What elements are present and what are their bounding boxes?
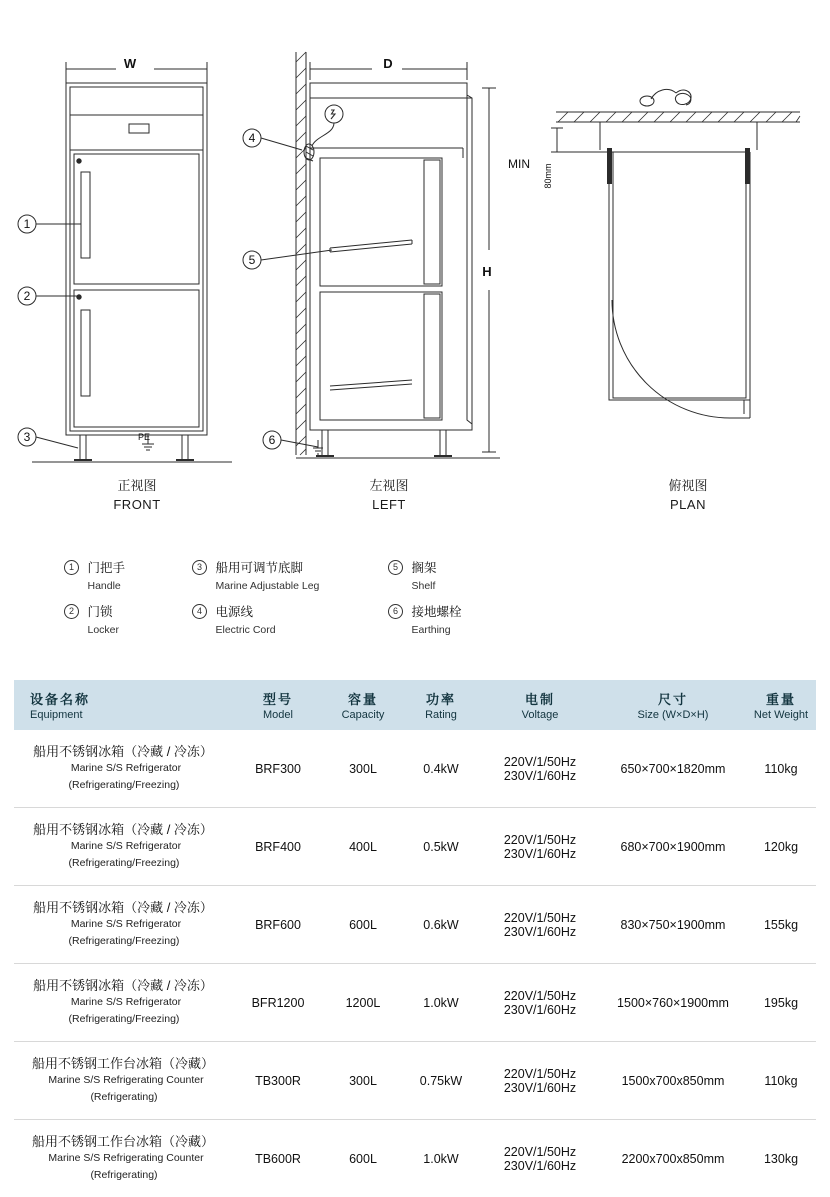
cell-voltage-50hz: 220V/1/50Hz <box>482 755 598 769</box>
legend-label-cord-cn: 电源线 <box>215 604 275 620</box>
cell-voltage-60hz: 230V/1/60Hz <box>482 1159 598 1173</box>
col-header-voltage <box>480 680 600 730</box>
col-header-weight <box>746 680 816 730</box>
cell-equipment-cn: 船用不锈钢冰箱（冷藏 / 冷冻） <box>16 899 230 916</box>
cell-voltage-60hz: 230V/1/60Hz <box>482 847 598 861</box>
cell-capacity: 300L <box>324 1042 402 1120</box>
legend-label-handle-en: Handle <box>87 578 125 594</box>
table-row <box>14 964 816 1042</box>
legend-num-5: 5 <box>388 560 403 575</box>
label-height: H <box>482 264 491 279</box>
left-cord-path <box>312 123 334 146</box>
cell-size: 650×700×1820mm <box>600 730 746 808</box>
view-caption-plan <box>588 476 788 514</box>
plan-plug-body <box>640 96 654 106</box>
spec-table-container <box>14 680 816 1197</box>
front-lower-door <box>74 290 199 427</box>
cell-size: 830×750×1900mm <box>600 886 746 964</box>
cell-voltage <box>480 1042 600 1120</box>
cell-equipment-en2: (Refrigerating/Freezing) <box>16 777 230 794</box>
cell-equipment <box>14 886 232 964</box>
cell-voltage <box>480 730 600 808</box>
cell-size: 2200x700x850mm <box>600 1120 746 1197</box>
cell-voltage-50hz: 220V/1/50Hz <box>482 989 598 1003</box>
cell-equipment-en2: (Refrigerating/Freezing) <box>16 1011 230 1028</box>
legend-label-shelf-en: Shelf <box>411 578 436 594</box>
legend-num-1: 1 <box>64 560 79 575</box>
cell-model: BRF300 <box>232 730 324 808</box>
cell-weight: 120kg <box>746 808 816 886</box>
col-header-equipment-cn: 设备名称 <box>30 689 230 708</box>
plan-bracket-left <box>607 148 612 184</box>
cell-rating: 0.75kW <box>402 1042 480 1120</box>
left-shelf-line <box>330 240 412 248</box>
label-width: W <box>124 56 137 71</box>
view-caption-front-cn: 正视图 <box>37 476 237 495</box>
cell-weight: 110kg <box>746 730 816 808</box>
view-caption-front-en: FRONT <box>37 495 237 514</box>
col-header-rating-en: Rating <box>404 709 478 721</box>
legend-item-handle <box>64 560 125 594</box>
col-header-size <box>600 680 746 730</box>
label-min-value: 80mm <box>543 163 553 188</box>
label-depth: D <box>383 56 392 71</box>
col-header-weight-en: Net Weight <box>748 709 814 721</box>
cell-model: BRF400 <box>232 808 324 886</box>
front-cabinet-outline <box>66 83 207 435</box>
legend-num-6: 6 <box>388 604 403 619</box>
col-header-capacity <box>324 680 402 730</box>
view-caption-left-cn: 左视图 <box>289 476 489 495</box>
col-header-weight-cn: 重量 <box>748 689 814 708</box>
legend-label-leg-cn: 船用可调节底脚 <box>215 560 319 576</box>
cell-weight: 110kg <box>746 1042 816 1120</box>
plan-bracket-right <box>745 148 750 184</box>
cell-voltage <box>480 886 600 964</box>
legend-label-shelf-cn: 搁架 <box>411 560 436 576</box>
callout-3-leader <box>36 437 78 448</box>
cell-equipment-en2: (Refrigerating/Freezing) <box>16 933 230 950</box>
cell-capacity: 600L <box>324 1120 402 1197</box>
legend-label-locker-en: Locker <box>87 622 119 638</box>
left-cabinet-outline <box>310 83 472 430</box>
cell-voltage <box>480 964 600 1042</box>
legend-item-leg <box>192 560 319 594</box>
cell-size: 1500×760×1900mm <box>600 964 746 1042</box>
legend-label-locker-cn: 门锁 <box>87 604 119 620</box>
table-row <box>14 1042 816 1120</box>
legend-label-cord-en: Electric Cord <box>215 622 275 638</box>
table-row <box>14 886 816 964</box>
cell-voltage <box>480 808 600 886</box>
cell-equipment <box>14 1042 232 1120</box>
plan-wall-hatch <box>558 112 800 122</box>
col-header-voltage-en: Voltage <box>482 709 598 721</box>
cell-model: BRF600 <box>232 886 324 964</box>
cell-voltage-50hz: 220V/1/50Hz <box>482 911 598 925</box>
callout-2-text: 2 <box>24 289 31 303</box>
spec-table <box>14 680 816 1197</box>
cell-equipment <box>14 964 232 1042</box>
cell-equipment-en: Marine S/S Refrigerator <box>16 838 230 855</box>
col-header-voltage-cn: 电制 <box>482 689 598 708</box>
legend-item-cord <box>192 604 276 638</box>
cell-equipment-cn: 船用不锈钢工作台冰箱（冷藏） <box>16 1133 230 1150</box>
cell-rating: 0.6kW <box>402 886 480 964</box>
cell-model: BFR1200 <box>232 964 324 1042</box>
cell-voltage-60hz: 230V/1/60Hz <box>482 925 598 939</box>
cell-equipment <box>14 730 232 808</box>
cell-capacity: 300L <box>324 730 402 808</box>
view-caption-left <box>289 476 489 514</box>
front-upper-handle <box>81 172 90 258</box>
front-upper-lock <box>77 159 81 163</box>
front-lower-lock <box>77 295 81 299</box>
callout-6-leader <box>281 440 318 447</box>
callout-1-text: 1 <box>24 217 31 231</box>
legend <box>0 530 830 630</box>
cell-rating: 1.0kW <box>402 1120 480 1197</box>
col-header-equipment <box>14 680 232 730</box>
cell-weight: 195kg <box>746 964 816 1042</box>
cell-voltage-60hz: 230V/1/60Hz <box>482 1003 598 1017</box>
col-header-size-en: Size (W×D×H) <box>602 709 744 721</box>
plan-cord-path <box>651 89 676 99</box>
callout-4-text: 4 <box>249 131 256 145</box>
cell-equipment-en: Marine S/S Refrigerator <box>16 760 230 777</box>
view-caption-plan-en: PLAN <box>588 495 788 514</box>
cell-equipment <box>14 808 232 886</box>
cell-equipment-cn: 船用不锈钢冰箱（冷藏 / 冷冻） <box>16 821 230 838</box>
cell-rating: 1.0kW <box>402 964 480 1042</box>
callout-3-text: 3 <box>24 430 31 444</box>
cell-equipment-cn: 船用不锈钢工作台冰箱（冷藏） <box>16 1055 230 1072</box>
label-pe: PE <box>138 432 150 442</box>
legend-label-earthing-cn: 接地螺栓 <box>411 604 461 620</box>
cell-capacity: 600L <box>324 886 402 964</box>
front-top-vent <box>129 124 149 133</box>
drawing-svg <box>0 0 830 530</box>
callout-6-text: 6 <box>269 433 276 447</box>
legend-label-leg-en: Marine Adjustable Leg <box>215 578 319 594</box>
legend-label-handle-cn: 门把手 <box>87 560 125 576</box>
cell-size: 1500x700x850mm <box>600 1042 746 1120</box>
view-caption-plan-cn: 俯视图 <box>588 476 788 495</box>
spec-table-body <box>14 730 816 1197</box>
table-header-row <box>14 680 816 730</box>
cell-rating: 0.5kW <box>402 808 480 886</box>
cell-voltage <box>480 1120 600 1197</box>
cell-equipment-cn: 船用不锈钢冰箱（冷藏 / 冷冻） <box>16 743 230 760</box>
cell-voltage-60hz: 230V/1/60Hz <box>482 1081 598 1095</box>
col-header-model-cn: 型号 <box>234 689 322 708</box>
col-header-rating <box>402 680 480 730</box>
cell-voltage-50hz: 220V/1/50Hz <box>482 1145 598 1159</box>
legend-label-earthing-en: Earthing <box>411 622 461 638</box>
cell-capacity: 400L <box>324 808 402 886</box>
cell-voltage-50hz: 220V/1/50Hz <box>482 1067 598 1081</box>
spec-table-header <box>14 680 816 730</box>
legend-item-shelf <box>388 560 437 594</box>
cell-capacity: 1200L <box>324 964 402 1042</box>
table-row <box>14 1120 816 1197</box>
cell-equipment-en2: (Refrigerating/Freezing) <box>16 855 230 872</box>
front-upper-door <box>74 154 199 284</box>
col-header-capacity-cn: 容量 <box>326 689 400 708</box>
cell-rating: 0.4kW <box>402 730 480 808</box>
legend-item-locker <box>64 604 119 638</box>
col-header-size-cn: 尺寸 <box>602 689 744 708</box>
cell-equipment-en: Marine S/S Refrigerator <box>16 994 230 1011</box>
legend-num-4: 4 <box>192 604 207 619</box>
legend-num-3: 3 <box>192 560 207 575</box>
label-min: MIN <box>508 157 530 171</box>
cell-size: 680×700×1900mm <box>600 808 746 886</box>
col-header-capacity-en: Capacity <box>326 709 400 721</box>
cell-equipment-en: Marine S/S Refrigerating Counter <box>16 1150 230 1167</box>
table-row <box>14 808 816 886</box>
col-header-model <box>232 680 324 730</box>
cell-weight: 130kg <box>746 1120 816 1197</box>
cell-equipment-en2: (Refrigerating) <box>16 1089 230 1106</box>
cell-weight: 155kg <box>746 886 816 964</box>
cell-model: TB300R <box>232 1042 324 1120</box>
cell-equipment <box>14 1120 232 1197</box>
technical-drawings <box>0 0 830 530</box>
table-row <box>14 730 816 808</box>
legend-num-2: 2 <box>64 604 79 619</box>
cell-equipment-en: Marine S/S Refrigerating Counter <box>16 1072 230 1089</box>
col-header-rating-cn: 功率 <box>404 689 478 708</box>
view-caption-front <box>37 476 237 514</box>
cell-equipment-en: Marine S/S Refrigerator <box>16 916 230 933</box>
col-header-model-en: Model <box>234 709 322 721</box>
view-caption-left-en: LEFT <box>289 495 489 514</box>
col-header-equipment-en: Equipment <box>30 709 230 721</box>
callout-5-text: 5 <box>249 253 256 267</box>
left-socket-bolt <box>331 110 335 119</box>
cell-equipment-en2: (Refrigerating) <box>16 1167 230 1184</box>
cell-voltage-60hz: 230V/1/60Hz <box>482 769 598 783</box>
cell-voltage-50hz: 220V/1/50Hz <box>482 833 598 847</box>
cell-model: TB600R <box>232 1120 324 1197</box>
legend-item-earthing <box>388 604 462 638</box>
front-lower-handle <box>81 310 90 396</box>
cell-equipment-cn: 船用不锈钢冰箱（冷藏 / 冷冻） <box>16 977 230 994</box>
plan-cord-coil <box>675 90 691 105</box>
